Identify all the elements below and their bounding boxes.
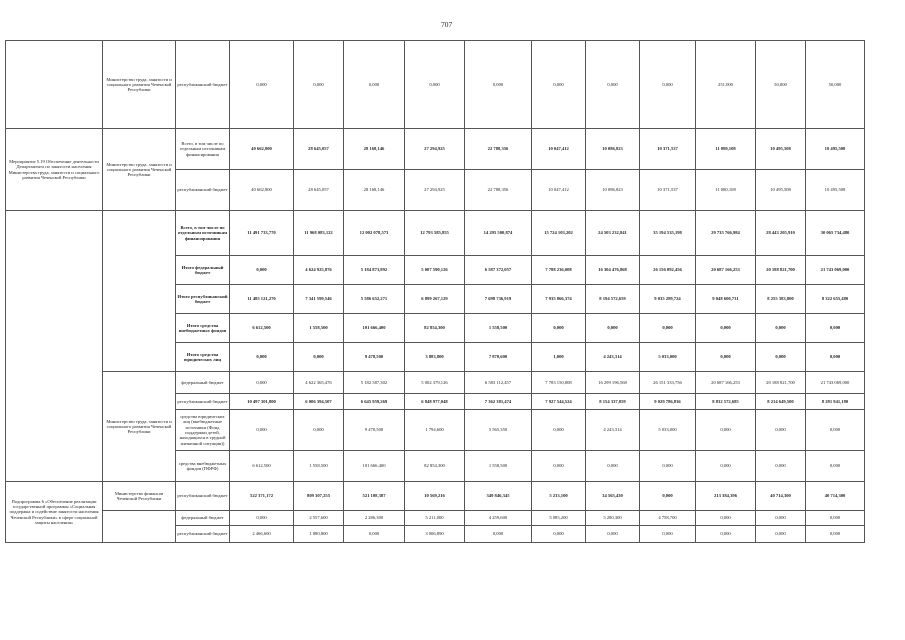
value-cell: 4 243,314 bbox=[586, 410, 640, 451]
value-cell: 11 491 733,770 bbox=[230, 211, 294, 256]
value-cell: 8 255 383,800 bbox=[756, 285, 806, 314]
value-cell: 0,000 bbox=[640, 482, 696, 511]
value-cell: 0,000 bbox=[756, 511, 806, 526]
table-row bbox=[6, 372, 865, 394]
value-cell: 28 645,057 bbox=[294, 170, 344, 211]
value-cell: 14 295 500,874 bbox=[465, 211, 532, 256]
value-cell: 0,000 bbox=[532, 526, 586, 543]
value-cell: 5 280,300 bbox=[586, 511, 640, 526]
value-cell: 10 086,823 bbox=[586, 170, 640, 211]
value-cell: 0,000 bbox=[696, 526, 756, 543]
value-cell: 0,000 bbox=[756, 410, 806, 451]
value-cell: 40 662,800 bbox=[230, 129, 294, 170]
value-cell: 10 086,823 bbox=[586, 129, 640, 170]
value-cell: 5 033,000 bbox=[640, 410, 696, 451]
empty-cell bbox=[103, 211, 176, 372]
value-cell: 16 304 476,868 bbox=[586, 256, 640, 285]
value-cell: 251,000 bbox=[696, 41, 756, 129]
value-cell: 0,000 bbox=[532, 410, 586, 451]
source-label: республиканский бюджет bbox=[176, 482, 230, 511]
value-cell: 12 793 585,855 bbox=[405, 211, 465, 256]
source-label: средства юридических лиц (внебюджетные источники (Фонд поддержки детей, находящихся в трудной жизненной ситуации)) bbox=[176, 410, 230, 451]
value-cell: 0,000 bbox=[294, 343, 344, 372]
value-cell: 0,000 bbox=[532, 41, 586, 129]
source-label: республиканский бюджет bbox=[176, 394, 230, 410]
source-label: Всего, в том числе по отдельным источникам финансирования bbox=[176, 129, 230, 170]
value-cell: 15 724 103,202 bbox=[532, 211, 586, 256]
value-cell: 0,000 bbox=[586, 41, 640, 129]
value-cell: 10 371,537 bbox=[640, 129, 696, 170]
value-cell: 21 743 069,000 bbox=[806, 372, 865, 394]
value-cell: 0,000 bbox=[230, 511, 294, 526]
value-cell: 34 565,430 bbox=[586, 482, 640, 511]
table-row bbox=[6, 482, 865, 511]
value-cell: 4 622 365,476 bbox=[294, 372, 344, 394]
value-cell: 0,000 bbox=[696, 511, 756, 526]
value-cell: 3 883,800 bbox=[405, 343, 465, 372]
value-cell: 10 495,508 bbox=[806, 170, 865, 211]
value-cell: 0,000 bbox=[640, 41, 696, 129]
value-cell: 2 466,600 bbox=[230, 526, 294, 543]
value-cell: 4 758,700 bbox=[640, 511, 696, 526]
value-cell: 0,000 bbox=[465, 41, 532, 129]
value-cell: 2 286,300 bbox=[344, 511, 405, 526]
value-cell: 8 322 655,480 bbox=[806, 285, 865, 314]
value-cell: 3 006,890 bbox=[405, 526, 465, 543]
value-cell: 7 341 599,546 bbox=[294, 285, 344, 314]
value-cell: 0,000 bbox=[230, 343, 294, 372]
value-cell: 7 362 381,474 bbox=[465, 394, 532, 410]
value-cell: 27 294,925 bbox=[405, 129, 465, 170]
value-cell: 21 743 069,000 bbox=[806, 256, 865, 285]
value-cell: 10 495,508 bbox=[756, 129, 806, 170]
value-cell: 10 569,216 bbox=[405, 482, 465, 511]
block-label: Подпрограмма 6 «Обеспечение реализации государственной программы «Социальная поддержка и содействие занятости населения Чеченской Республики» в сфере социальной защиты населения» bbox=[6, 482, 103, 543]
value-cell: 0,000 bbox=[294, 41, 344, 129]
value-cell: 1 558,500 bbox=[465, 451, 532, 482]
value-cell: 8 154 337,059 bbox=[586, 394, 640, 410]
source-label: Итого средства юридических лиц bbox=[176, 343, 230, 372]
value-cell: 6 899 267,129 bbox=[405, 285, 465, 314]
value-cell: 1 558,500 bbox=[294, 451, 344, 482]
block-label: Министерство труда, занятости и социального развития Чеченской Республики bbox=[103, 129, 176, 211]
value-cell: 8 832 572,685 bbox=[696, 394, 756, 410]
value-cell: 349 846,345 bbox=[465, 482, 532, 511]
value-cell: 0,000 bbox=[640, 451, 696, 482]
value-cell: 4 243,314 bbox=[586, 343, 640, 372]
table-row bbox=[6, 129, 865, 170]
value-cell: 0,000 bbox=[756, 451, 806, 482]
value-cell: 11 080,108 bbox=[696, 129, 756, 170]
value-cell: 0,000 bbox=[756, 314, 806, 343]
value-cell: 27 294,925 bbox=[405, 170, 465, 211]
source-label: республиканский бюджет bbox=[176, 526, 230, 543]
value-cell: 82 854,300 bbox=[405, 451, 465, 482]
value-cell: 0,000 bbox=[806, 410, 865, 451]
source-label: Итого республиканский бюджет bbox=[176, 285, 230, 314]
value-cell: 40 662,800 bbox=[230, 170, 294, 211]
value-cell: 0,000 bbox=[532, 314, 586, 343]
value-cell: 0,000 bbox=[586, 314, 640, 343]
block-label: Мероприятие 5.19 Обеспечение деятельности Департамента по занятости населения Министерства труда, занятости и социального развития Чеченской Республики bbox=[6, 129, 103, 211]
value-cell: 0,000 bbox=[806, 526, 865, 543]
source-label: республиканский бюджет bbox=[176, 41, 230, 129]
empty-cell bbox=[6, 41, 103, 129]
value-cell: 1 558,500 bbox=[294, 314, 344, 343]
value-cell: 20 687 166,253 bbox=[696, 372, 756, 394]
value-cell: 10 497 301,800 bbox=[230, 394, 294, 410]
value-cell: 0,000 bbox=[230, 41, 294, 129]
value-cell: 40 714,300 bbox=[806, 482, 865, 511]
value-cell: 5 233,100 bbox=[532, 482, 586, 511]
value-cell: 5 184 873,892 bbox=[344, 256, 405, 285]
source-label: федеральный бюджет bbox=[176, 511, 230, 526]
value-cell: 28 168,146 bbox=[344, 129, 405, 170]
value-cell: 0,000 bbox=[230, 372, 294, 394]
value-cell: 1 880,800 bbox=[294, 526, 344, 543]
value-cell: 1 558,500 bbox=[465, 314, 532, 343]
page-number: 707 bbox=[441, 20, 453, 29]
value-cell: 10 047,412 bbox=[532, 170, 586, 211]
value-cell: 0,000 bbox=[230, 256, 294, 285]
value-cell: 10 495,508 bbox=[756, 170, 806, 211]
value-cell: 7 870,600 bbox=[465, 343, 532, 372]
value-cell: 22 788,356 bbox=[465, 170, 532, 211]
value-cell: 7 935 866,374 bbox=[532, 285, 586, 314]
value-cell: 0,000 bbox=[696, 343, 756, 372]
value-cell: 24 503 232,841 bbox=[586, 211, 640, 256]
value-cell: 11 968 083,122 bbox=[294, 211, 344, 256]
value-cell: 9 048 600,731 bbox=[696, 285, 756, 314]
value-cell: 0,000 bbox=[756, 343, 806, 372]
value-cell: 0,000 bbox=[806, 451, 865, 482]
value-cell: 809 307,255 bbox=[294, 482, 344, 511]
value-cell: 8 281 941,180 bbox=[806, 394, 865, 410]
value-cell: 26 151 333,756 bbox=[640, 372, 696, 394]
value-cell: 101 666,400 bbox=[344, 451, 405, 482]
value-cell: 28 443 205,910 bbox=[756, 211, 806, 256]
value-cell: 28 645,057 bbox=[294, 129, 344, 170]
value-cell: 7 927 544,524 bbox=[532, 394, 586, 410]
value-cell: 0,000 bbox=[756, 526, 806, 543]
value-cell: 26 156 092,456 bbox=[640, 256, 696, 285]
value-cell: 11 080,108 bbox=[696, 170, 756, 211]
value-cell: 0,000 bbox=[696, 314, 756, 343]
value-cell: 1 794,600 bbox=[405, 410, 465, 451]
value-cell: 7 788 236,008 bbox=[532, 256, 586, 285]
value-cell: 8 194 572,659 bbox=[586, 285, 640, 314]
source-label: федеральный бюджет bbox=[176, 372, 230, 394]
value-cell: 0,000 bbox=[586, 526, 640, 543]
value-cell: 9 478,500 bbox=[344, 410, 405, 451]
value-cell: 28 168,146 bbox=[344, 170, 405, 211]
source-label: Итого средства внебюджетных фондов bbox=[176, 314, 230, 343]
value-cell: 35 194 535,198 bbox=[640, 211, 696, 256]
value-cell: 213 384,396 bbox=[696, 482, 756, 511]
value-cell: 0,000 bbox=[344, 41, 405, 129]
value-cell: 0,000 bbox=[806, 511, 865, 526]
value-cell: 2 557,600 bbox=[294, 511, 344, 526]
value-cell: 10 047,412 bbox=[532, 129, 586, 170]
value-cell: 6 612,500 bbox=[230, 314, 294, 343]
value-cell: 16 299 196,568 bbox=[586, 372, 640, 394]
value-cell: 5 033,000 bbox=[640, 343, 696, 372]
value-cell: 82 854,300 bbox=[405, 314, 465, 343]
block-label: Министерство труда, занятости и социального развития Чеченской Республики bbox=[103, 372, 176, 482]
value-cell: 6 612,500 bbox=[230, 451, 294, 482]
source-label: республиканский бюджет bbox=[176, 170, 230, 211]
value-cell: 40 714,300 bbox=[756, 482, 806, 511]
source-label: средства внебюджетных фондов (ПФРФ) bbox=[176, 451, 230, 482]
value-cell: 7 783 150,808 bbox=[532, 372, 586, 394]
block-label: Министерство труда, занятости и социального развития Чеченской Республики bbox=[103, 41, 176, 129]
value-cell: 0,000 bbox=[586, 451, 640, 482]
value-cell: 10 495,508 bbox=[806, 129, 865, 170]
value-cell: 4 624 925,876 bbox=[294, 256, 344, 285]
table-row bbox=[6, 211, 865, 256]
value-cell: 4 259,600 bbox=[465, 511, 532, 526]
value-cell: 0,000 bbox=[696, 410, 756, 451]
value-cell: 6 587 372,057 bbox=[465, 256, 532, 285]
value-cell: 20 188 821,700 bbox=[756, 372, 806, 394]
value-cell: 11 485 121,270 bbox=[230, 285, 294, 314]
value-cell: 521 108,387 bbox=[344, 482, 405, 511]
value-cell: 12 002 078,573 bbox=[344, 211, 405, 256]
value-cell: 0,000 bbox=[532, 451, 586, 482]
value-cell: 0,000 bbox=[405, 41, 465, 129]
value-cell: 5 007 590,126 bbox=[405, 256, 465, 285]
source-label: Всего, в том числе по отдельным источникам финансирования bbox=[176, 211, 230, 256]
value-cell: 0,000 bbox=[806, 314, 865, 343]
value-cell: 50,000 bbox=[756, 41, 806, 129]
value-cell: 5 211,000 bbox=[405, 511, 465, 526]
block-label: Министерство финансов Чеченской Республики bbox=[103, 482, 176, 511]
value-cell: 5 586 652,271 bbox=[344, 285, 405, 314]
value-cell: 0,000 bbox=[696, 451, 756, 482]
value-cell: 22 788,356 bbox=[465, 129, 532, 170]
budget-table bbox=[5, 40, 865, 543]
value-cell: 0,000 bbox=[294, 410, 344, 451]
value-cell: 7 698 736,919 bbox=[465, 285, 532, 314]
table-row bbox=[6, 511, 865, 526]
source-label: Итого федеральный бюджет bbox=[176, 256, 230, 285]
value-cell: 1,000 bbox=[532, 343, 586, 372]
value-cell: 50,000 bbox=[806, 41, 865, 129]
value-cell: 5 182 587,302 bbox=[344, 372, 405, 394]
value-cell: 5 002 379,126 bbox=[405, 372, 465, 394]
value-cell: 0,000 bbox=[465, 526, 532, 543]
value-cell: 29 735 766,984 bbox=[696, 211, 756, 256]
value-cell: 30 065 734,480 bbox=[806, 211, 865, 256]
value-cell: 6 006 394,507 bbox=[294, 394, 344, 410]
table-row bbox=[6, 41, 865, 129]
value-cell: 9 035 289,724 bbox=[640, 285, 696, 314]
value-cell: 20 687 166,253 bbox=[696, 256, 756, 285]
empty-cell bbox=[103, 511, 176, 543]
value-cell: 0,000 bbox=[344, 526, 405, 543]
value-cell: 522 371,172 bbox=[230, 482, 294, 511]
value-cell: 6 583 112,457 bbox=[465, 372, 532, 394]
value-cell: 8 214 649,500 bbox=[756, 394, 806, 410]
value-cell: 5 085,200 bbox=[532, 511, 586, 526]
value-cell: 0,000 bbox=[806, 343, 865, 372]
value-cell: 0,000 bbox=[230, 410, 294, 451]
value-cell: 0,000 bbox=[640, 314, 696, 343]
value-cell: 9 478,500 bbox=[344, 343, 405, 372]
value-cell: 5 565,350 bbox=[465, 410, 532, 451]
value-cell: 0,000 bbox=[640, 526, 696, 543]
value-cell: 9 029 786,836 bbox=[640, 394, 696, 410]
value-cell: 6 645 959,269 bbox=[344, 394, 405, 410]
value-cell: 10 371,537 bbox=[640, 170, 696, 211]
empty-cell bbox=[6, 211, 103, 482]
value-cell: 20 188 821,700 bbox=[756, 256, 806, 285]
value-cell: 6 848 977,048 bbox=[405, 394, 465, 410]
value-cell: 101 666,400 bbox=[344, 314, 405, 343]
